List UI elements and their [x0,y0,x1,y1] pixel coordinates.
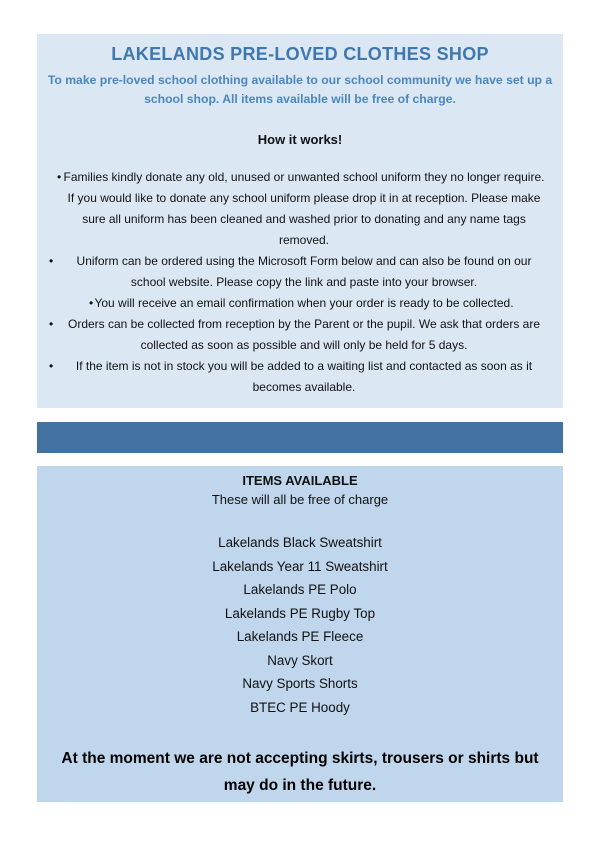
rules-list [49,167,551,398]
items-panel [37,466,563,802]
bullet-icon: • [89,296,94,310]
how-it-works-heading: How it works! [257,132,343,147]
items-list [37,531,563,719]
items-heading: ITEMS AVAILABLE [242,473,358,488]
list-item [49,293,551,314]
list-item [49,356,551,398]
list-item: Lakelands PE Rugby Top [224,605,376,621]
bullet-icon: • [57,170,62,184]
list-item: Lakelands PE Fleece [236,629,364,644]
page-title: LAKELANDS PRE-LOVED CLOTHES SHOP [111,44,489,64]
list-item: Navy Skort [267,652,333,668]
info-panel [37,34,563,408]
rule-text: Uniform can be ordered using the Microsoft Form below and can also be found on our school website. Please copy the link and paste into your browser. [76,254,532,289]
list-item: Lakelands Year 11 Sweatshirt [212,558,388,574]
list-item: Lakelands Black Sweatshirt [218,535,382,550]
list-item: BTEC PE Hoody [250,699,350,715]
rule-text: Orders can be collected from reception by the Parent or the pupil. We ask that orders are collected as soon as possible and will only be held for 5 days. [67,317,541,352]
notice-text: At the moment we are not accepting skirts, trousers or shirts but may do in the future. [61,750,539,794]
bullet-icon: • [49,317,54,331]
divider-band [37,422,563,453]
bullet-icon: • [49,254,54,268]
list-item [49,251,551,293]
rule-text: Families kindly donate any old, unused or unwanted school uniform they no longer require. If you would like to donate any school uniform please drop it in at reception. Please make sure all uniform has been cleaned and washed prior to donating and any name tags removed. [63,170,545,247]
list-item: Lakelands PE Polo [243,582,357,597]
rule-text: You will receive an email confirmation when your order is ready to be collected. [94,296,514,310]
intro-text: To make pre-loved school clothing available to our school community we have set up a school shop. All items available will be free of charge. [47,73,553,106]
rule-text: If the item is not in stock you will be added to a waiting list and contacted as soon as it becomes available. [75,359,533,394]
list-item [49,167,551,251]
list-item: Navy Sports Shorts [242,676,358,691]
items-subheading: These will all be free of charge [211,492,389,507]
bullet-icon: • [49,359,54,373]
list-item [49,314,551,356]
